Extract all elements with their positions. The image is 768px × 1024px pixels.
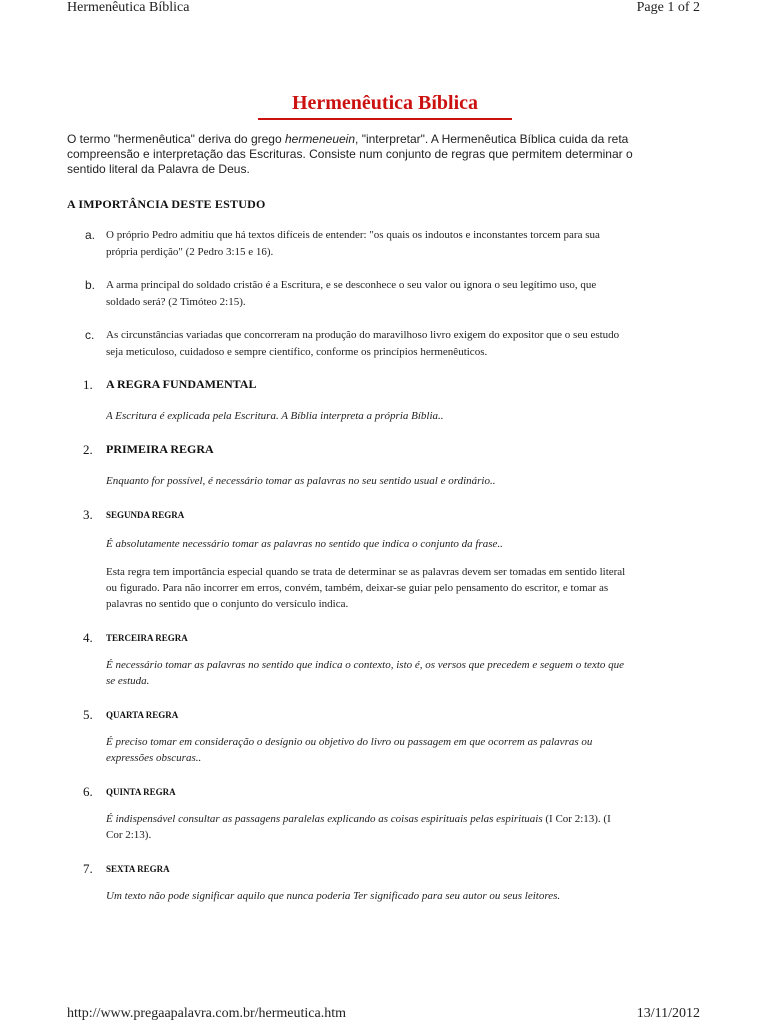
rule-title: PRIMEIRA REGRA — [106, 442, 214, 456]
scripture-reference: (I Cor 2:13). (I — [542, 813, 611, 825]
list-item — [67, 277, 703, 311]
rule-explanation — [106, 564, 703, 612]
list-marker: a. — [85, 228, 96, 242]
rule-desc-line: expressões obscuras.. — [106, 752, 202, 764]
intro-greek-term: hermeneuein — [284, 132, 356, 146]
rule-description — [106, 734, 703, 766]
list-item — [67, 227, 703, 261]
rule-description — [106, 888, 703, 904]
rule-number: 2. — [83, 442, 93, 457]
list-item-text: soldado será? (2 Timóteo 2:15). — [106, 296, 246, 308]
rule-description — [106, 408, 703, 424]
rule-desc-line: É absolutamente necessário tomar as palavras no sentido que indica o conjunto da frase.. — [106, 538, 503, 550]
rule-desc-line: se estuda. — [106, 675, 150, 687]
rule-para-line: palavras no sentido que o conjunto do versículo indica. — [106, 598, 349, 610]
rule-number: 1. — [83, 377, 93, 392]
intro-line-1 — [67, 132, 703, 147]
rule-item — [67, 784, 703, 843]
scripture-reference: Cor 2:13). — [106, 829, 152, 841]
rule-item — [67, 707, 703, 766]
intro-paragraph — [67, 132, 703, 177]
rule-para-line: ou figurado. Para não incorrer em erros, convém, também, deixar-se guiar pelo pensamento do escritor, e tomar as — [106, 582, 609, 594]
section-heading: A IMPORTÂNCIA DESTE ESTUDO — [67, 197, 266, 211]
list-item-text: As circunstâncias variadas que concorreram na produção do maravilhoso livro exigem do expositor que o seu estudo — [106, 329, 620, 341]
list-item-text: A arma principal do soldado cristão é a Escritura, e se desconhece o seu valor ou ignora o seu legítimo uso, que — [106, 279, 597, 291]
rule-item — [67, 861, 703, 904]
list-item-text: O próprio Pedro admitiu que há textos difíceis de entender: "os quais os indoutos e inconstantes torcem para sua — [106, 229, 600, 241]
rule-description — [106, 811, 703, 843]
print-footer-date: 13/11/2012 — [636, 1006, 700, 1021]
rule-title: TERCEIRA REGRA — [106, 633, 188, 643]
print-footer-url: http://www.pregaapalavra.com.br/hermeutica.htm — [67, 1006, 346, 1021]
print-header-page: Page 1 of 2 — [636, 0, 700, 15]
rule-number: 3. — [83, 507, 93, 522]
rule-number: 6. — [83, 784, 93, 799]
importance-list — [67, 227, 703, 361]
rule-desc-line: É preciso tomar em consideração o desígnio ou objetivo do livro ou passagem em que ocorrem as palavras ou — [106, 736, 593, 748]
title-wrap — [67, 92, 703, 120]
rule-title: SEXTA REGRA — [106, 864, 170, 874]
rule-number: 4. — [83, 630, 93, 645]
rule-desc-line: Enquanto for possível, é necessário tomar as palavras no seu sentido usual e ordinário.. — [106, 475, 496, 487]
rule-desc-line: A Escritura é explicada pela Escritura. A Bíblia interpreta a própria Bíblia.. — [106, 410, 444, 422]
intro-text: O termo "hermenêutica" deriva do grego — [67, 132, 285, 146]
rule-item — [67, 377, 703, 424]
rule-number: 5. — [83, 707, 93, 722]
list-item — [67, 327, 703, 361]
rule-para-line: Esta regra tem importância especial quando se trata de determinar se as palavras devem ser tomadas em sentido literal — [106, 566, 626, 578]
rule-number: 7. — [83, 861, 93, 876]
rule-title: QUARTA REGRA — [106, 710, 179, 720]
rule-desc-line — [106, 811, 703, 827]
rule-item — [67, 630, 703, 689]
rule-desc-line: É necessário tomar as palavras no sentido que indica o contexto, isto é, os versos que precedem e seguem o texto que — [106, 659, 625, 671]
print-header-title: Hermenêutica Bíblica — [67, 0, 190, 15]
rule-title: A REGRA FUNDAMENTAL — [106, 377, 257, 391]
list-marker: b. — [85, 278, 96, 292]
rule-description — [106, 536, 703, 552]
rule-description — [106, 657, 703, 689]
rule-desc-text: É indispensável consultar as passagens paralelas explicando as coisas espirituais pelas espirituais — [106, 813, 543, 825]
intro-text: , "interpretar". A Hermenêutica Bíblica cuida da reta — [355, 132, 629, 146]
page-title: Hermenêutica Bíblica — [258, 92, 512, 120]
rule-item — [67, 442, 703, 489]
rule-description — [106, 473, 703, 489]
list-item-text: própria perdição" (2 Pedro 3:15 e 16). — [106, 246, 274, 258]
rule-title: SEGUNDA REGRA — [106, 510, 185, 520]
document-page — [67, 92, 703, 992]
rule-title: QUINTA REGRA — [106, 787, 176, 797]
rule-item — [67, 507, 703, 612]
rule-desc-line: Um texto não pode significar aquilo que nunca poderia Ter significado para seu autor ou seus leitores. — [106, 890, 561, 902]
intro-line-3: sentido literal da Palavra de Deus. — [67, 162, 250, 176]
list-marker: c. — [85, 328, 95, 342]
intro-line-2: compreensão e interpretação das Escrituras. Consiste num conjunto de regras que permitem determinar o — [67, 147, 633, 161]
list-item-text: seja meticuloso, cuidadoso e sempre científico, conforme os princípios hermenêuticos. — [106, 346, 488, 358]
